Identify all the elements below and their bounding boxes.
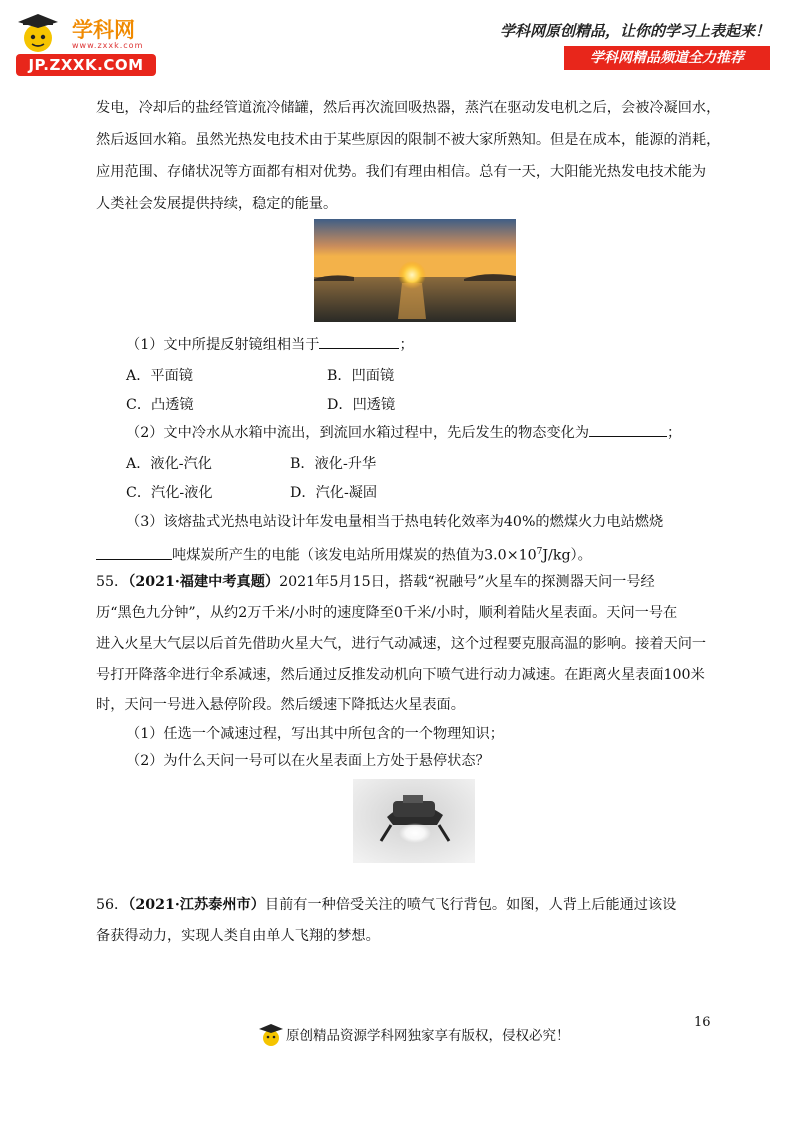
q56-line-2: 备获得动力，实现人类自由单人飞翔的梦想。 <box>96 928 380 944</box>
q2-text: （2）文中冷水从水箱中流出，到流回水箱过程中，先后发生的物态变化为 ； <box>126 417 681 449</box>
footer-mascot-icon <box>258 1018 284 1050</box>
q1-option-b[interactable]: B．凹面镜 <box>327 368 395 384</box>
logo-url: www.zxxk.com <box>72 41 144 50</box>
q55-line-2: 历“黑色九分钟”，从约2万千米/小时的速度降至0千米/小时，顺利着陆火星表面。天问一号在 <box>96 605 678 621</box>
q1-answer-blank[interactable] <box>319 334 399 349</box>
q2-option-b[interactable]: B．液化-升华 <box>290 456 377 472</box>
q2-option-a[interactable]: A．液化-汽化 <box>126 456 212 472</box>
q56-source: （2021·江苏泰州市） <box>128 897 265 913</box>
site-logo[interactable] <box>14 12 164 76</box>
logo-badge: JP.ZXXK.COM <box>16 54 156 76</box>
q3-line-1: （3）该熔盐式光热电站设计年发电量相当于热电转化效率为40%的燃煤火力电站燃烧 <box>126 514 664 530</box>
q55-number: 55． <box>96 574 129 590</box>
mascot-icon <box>14 12 70 56</box>
q1-text: （1）文中所提反射镜组相当于 ； <box>126 329 414 361</box>
q2-option-d[interactable]: D．汽化-凝固 <box>290 485 378 501</box>
page-number: 16 <box>694 1015 711 1030</box>
tianwen-lander-image <box>353 779 475 863</box>
q3-line-2: 吨煤炭所产生的电能（该发电站所用煤炭的热值为$3.0\times 10^7J/kg$）。 <box>96 536 592 572</box>
q55-line-4: 号打开降落伞进行伞系减速，然后通过反推发动机向下喷气进行动力减速。在距离火星表面100米 <box>96 667 705 683</box>
q55-line-3: 进入火星大气层以后首先借助火星大气，进行气动减速，这个过程要克服高温的影响。接着天问一 <box>96 636 707 652</box>
q1-option-a[interactable]: A．平面镜 <box>126 368 193 384</box>
q55-line-5: 时，天问一号进入悬停阶段。然后缓速下降抵达火星表面。 <box>96 697 465 713</box>
q55-sub-2: （2）为什么天问一号可以在火星表面上方处于悬停状态？ <box>126 753 490 769</box>
intro-line-3: 应用范围、存储状况等方面都有相对优势。我们有理由相信。总有一天，大阳能光热发电技术能为 <box>96 164 707 180</box>
logo-name: 学科网 <box>72 18 135 42</box>
q56-header: 56．（2021·江苏泰州市）目前有一种倍受关注的喷气飞行背包。如图，人背上后能通过该设 <box>96 897 677 913</box>
header-recommend-banner: 学科网精品频道全力推荐 <box>564 46 770 70</box>
intro-line-2: 然后返回水箱。虽然光热发电技术由于某些原因的限制不被大家所熟知。但是在成本，能源的消耗， <box>96 132 721 148</box>
intro-line-1: 发电，冷却后的盐经管道流冷储罐，然后再次流回吸热器，蒸汽在驱动发电机之后，会被冷凝回水， <box>96 100 721 116</box>
q2-option-c[interactable]: C．汽化-液化 <box>126 485 213 501</box>
q55-header: 55．（2021·福建中考真题）2021年5月15日，搭载“祝融号”火星车的探测器天问一号经 <box>96 574 655 590</box>
footer-copyright: 原创精品资源学科网独家享有版权，侵权必究！ <box>286 1028 570 1044</box>
q3-answer-blank[interactable] <box>96 545 172 560</box>
q55-source: （2021·福建中考真题） <box>128 574 280 590</box>
sunset-sea-image <box>314 219 516 322</box>
q55-sub-1: （1）任选一个减速过程，写出其中所包含的一个物理知识； <box>126 726 504 742</box>
header-slogan: 学科网原创精品，让你的学习上表起来！ <box>499 22 770 40</box>
q56-number: 56． <box>96 897 129 913</box>
q1-option-c[interactable]: C．凸透镜 <box>126 397 194 413</box>
q1-option-d[interactable]: D．凹透镜 <box>327 397 396 413</box>
intro-line-4: 人类社会发展提供持续，稳定的能量。 <box>96 196 338 212</box>
q2-answer-blank[interactable] <box>589 422 667 437</box>
